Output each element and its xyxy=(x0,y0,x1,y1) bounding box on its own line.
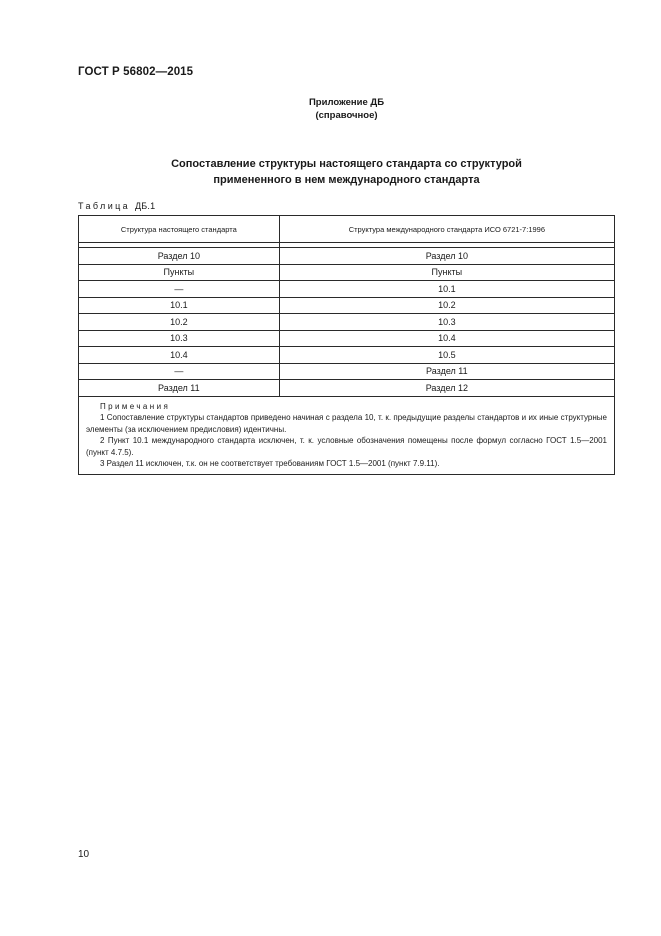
table-cell: Пункты xyxy=(79,264,280,281)
note-item: 3 Раздел 11 исключен, т.к. он не соответствует требованиям ГОСТ 1.5—2001 (пункт 7.9.11). xyxy=(100,459,440,468)
table-label-word: Таблица xyxy=(78,201,131,211)
table-row xyxy=(79,330,615,347)
table-cell: 10.3 xyxy=(79,330,280,347)
table-cell: 10.3 xyxy=(279,314,614,331)
header-international-structure: Структура международного стандарта ИСО 6721-7:1996 xyxy=(279,216,614,243)
table-cell: 10.4 xyxy=(279,330,614,347)
page-number: 10 xyxy=(78,849,90,860)
heading-line-1: Сопоставление структуры настоящего стандарта со структурой xyxy=(171,158,522,170)
table-row xyxy=(79,248,615,265)
table-row xyxy=(79,380,615,397)
standard-number: ГОСТ Р 56802—2015 xyxy=(78,66,194,78)
table-cell: Пункты xyxy=(279,264,614,281)
notes-row xyxy=(79,396,615,474)
table-row xyxy=(79,264,615,281)
section-heading xyxy=(0,156,661,188)
note-item: 2 Пункт 10.1 международного стандарта исключен, т. к. условные обозначения помещены после формул согласно ГОСТ 1.5—2001 (пункт 4.7.5). xyxy=(86,436,607,457)
table-cell: 10.1 xyxy=(79,297,280,314)
table-cell: Раздел 12 xyxy=(279,380,614,397)
table-cell: Раздел 11 xyxy=(279,363,614,380)
table-row xyxy=(79,281,615,298)
notes-cell xyxy=(79,396,615,474)
table-cell: — xyxy=(79,363,280,380)
table-cell: Раздел 11 xyxy=(79,380,280,397)
table-cell: Раздел 10 xyxy=(279,248,614,265)
table-cell: — xyxy=(79,281,280,298)
table-label-number: ДБ.1 xyxy=(135,201,156,211)
heading-line-2: примененного в нем международного стандарта xyxy=(213,174,480,186)
table-cell: 10.2 xyxy=(79,314,280,331)
note-item: 1 Сопоставление структуры стандартов приведено начиная с раздела 10, т. к. предыдущие разделы стандартов и их иные структурные элементы (за исключением предисловия) идентичны. xyxy=(86,413,607,434)
table-row xyxy=(79,297,615,314)
comparison-table xyxy=(78,215,615,475)
table-cell: Раздел 10 xyxy=(79,248,280,265)
table-cell: 10.1 xyxy=(279,281,614,298)
table-label xyxy=(78,201,155,211)
appendix-heading xyxy=(0,96,661,122)
header-national-structure: Структура настоящего стандарта xyxy=(79,216,280,243)
table-cell: 10.2 xyxy=(279,297,614,314)
appendix-subtitle: (справочное) xyxy=(315,110,378,121)
table-cell: 10.4 xyxy=(79,347,280,364)
notes-title: Примечания xyxy=(100,401,171,411)
table-row xyxy=(79,347,615,364)
table-row xyxy=(79,314,615,331)
table-row xyxy=(79,363,615,380)
table-header-row xyxy=(79,216,615,243)
appendix-title: Приложение ДБ xyxy=(308,97,385,108)
table-cell: 10.5 xyxy=(279,347,614,364)
